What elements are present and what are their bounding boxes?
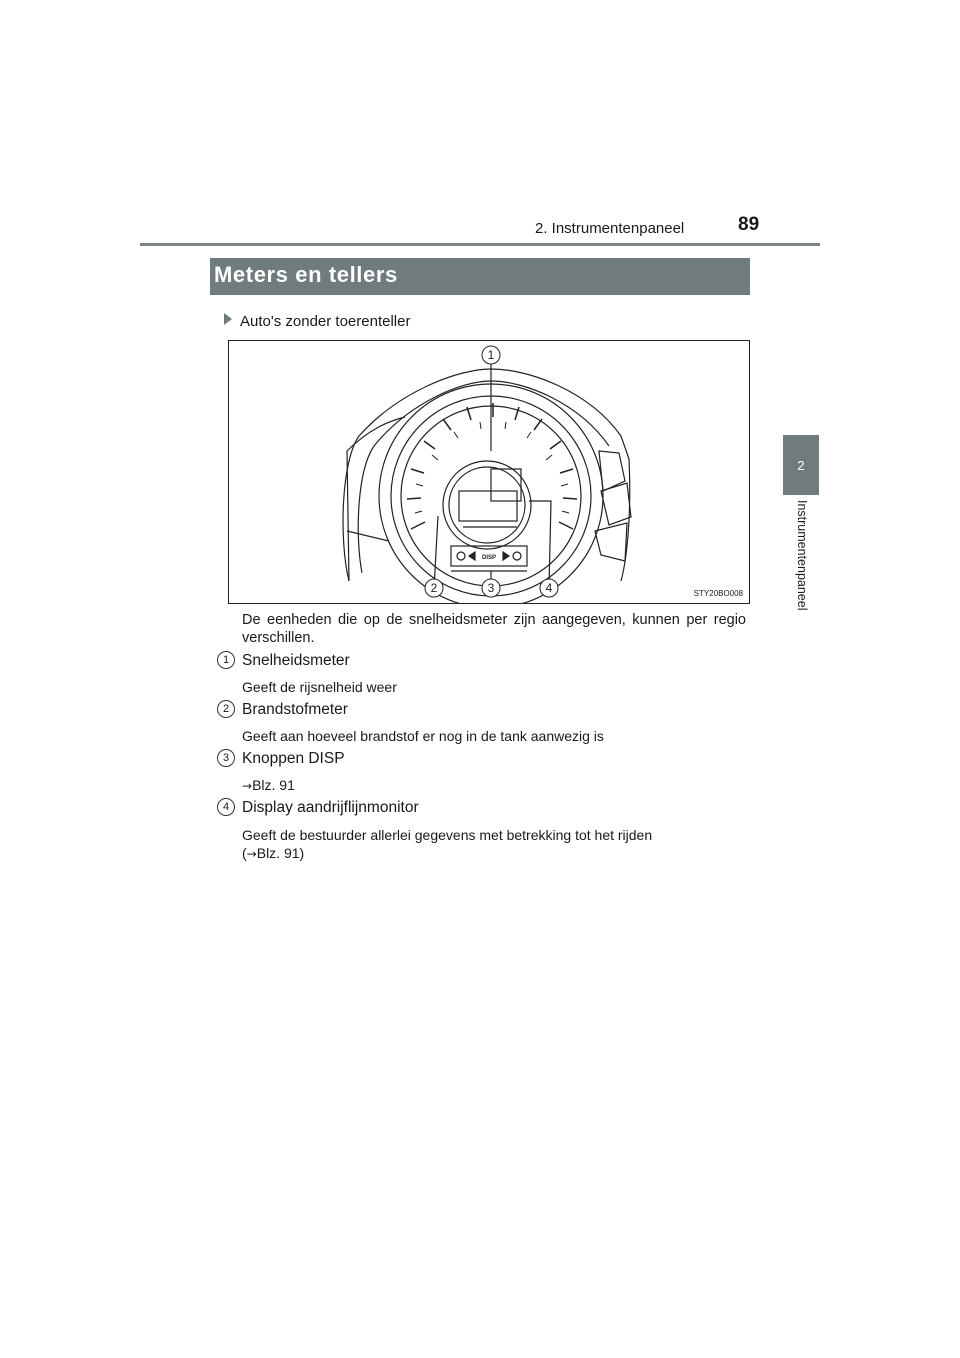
- page-reference-link[interactable]: Blz. 91): [256, 845, 305, 861]
- callout-2: 2: [430, 581, 438, 595]
- figure-code: STY20BO008: [693, 589, 743, 598]
- disp-button-label: DISP: [481, 555, 497, 561]
- paren-open: (: [242, 845, 247, 861]
- section-title: Meters en tellers: [214, 262, 398, 287]
- item-description: [242, 826, 746, 863]
- item-number-badge: 2: [217, 700, 235, 718]
- item-number-badge: 3: [217, 749, 235, 767]
- item-number-badge: 1: [217, 651, 235, 669]
- chapter-side-label: [783, 500, 819, 635]
- page-number: 89: [738, 214, 760, 235]
- chapter-tab: [783, 435, 819, 495]
- callout-1: 1: [487, 348, 495, 362]
- item-title: Display aandrijflijnmonitor: [242, 799, 419, 816]
- item-number-badge: 4: [217, 798, 235, 816]
- bullet-item: [224, 313, 410, 330]
- bullet-text: Auto's zonder toerenteller: [240, 313, 411, 330]
- arrow-right-icon: →: [242, 779, 253, 793]
- item-title: Snelheidsmeter: [242, 652, 350, 669]
- item-description: Geeft de rijsnelheid weer: [242, 679, 397, 695]
- item-description-text: Geeft de bestuurder allerlei gegevens met betrekking tot het rijden: [242, 827, 653, 843]
- item-description: Geeft aan hoeveel brandstof er nog in de tank aanwezig is: [242, 728, 604, 744]
- note-text: De eenheden die op de snelheidsmeter zijn aangegeven, kunnen per regio verschillen.: [242, 612, 746, 646]
- triangle-bullet-icon: [224, 313, 232, 325]
- instrument-cluster-figure: [228, 340, 750, 604]
- header-divider: [140, 243, 820, 246]
- arrow-right-icon: →: [246, 847, 257, 861]
- item-description-line: [242, 776, 746, 795]
- chapter-label: Instrumentenpaneel: [795, 500, 809, 611]
- item-title: Knoppen DISP: [242, 750, 345, 767]
- item-title: Brandstofmeter: [242, 701, 348, 718]
- instrument-cluster-illustration: [229, 341, 749, 603]
- callout-3: 3: [487, 581, 495, 595]
- header-section-title: 2. Instrumentenpaneel: [535, 220, 685, 237]
- page-reference-link[interactable]: Blz. 91: [252, 777, 295, 793]
- callout-4: 4: [545, 581, 553, 595]
- chapter-number: 2: [797, 457, 805, 473]
